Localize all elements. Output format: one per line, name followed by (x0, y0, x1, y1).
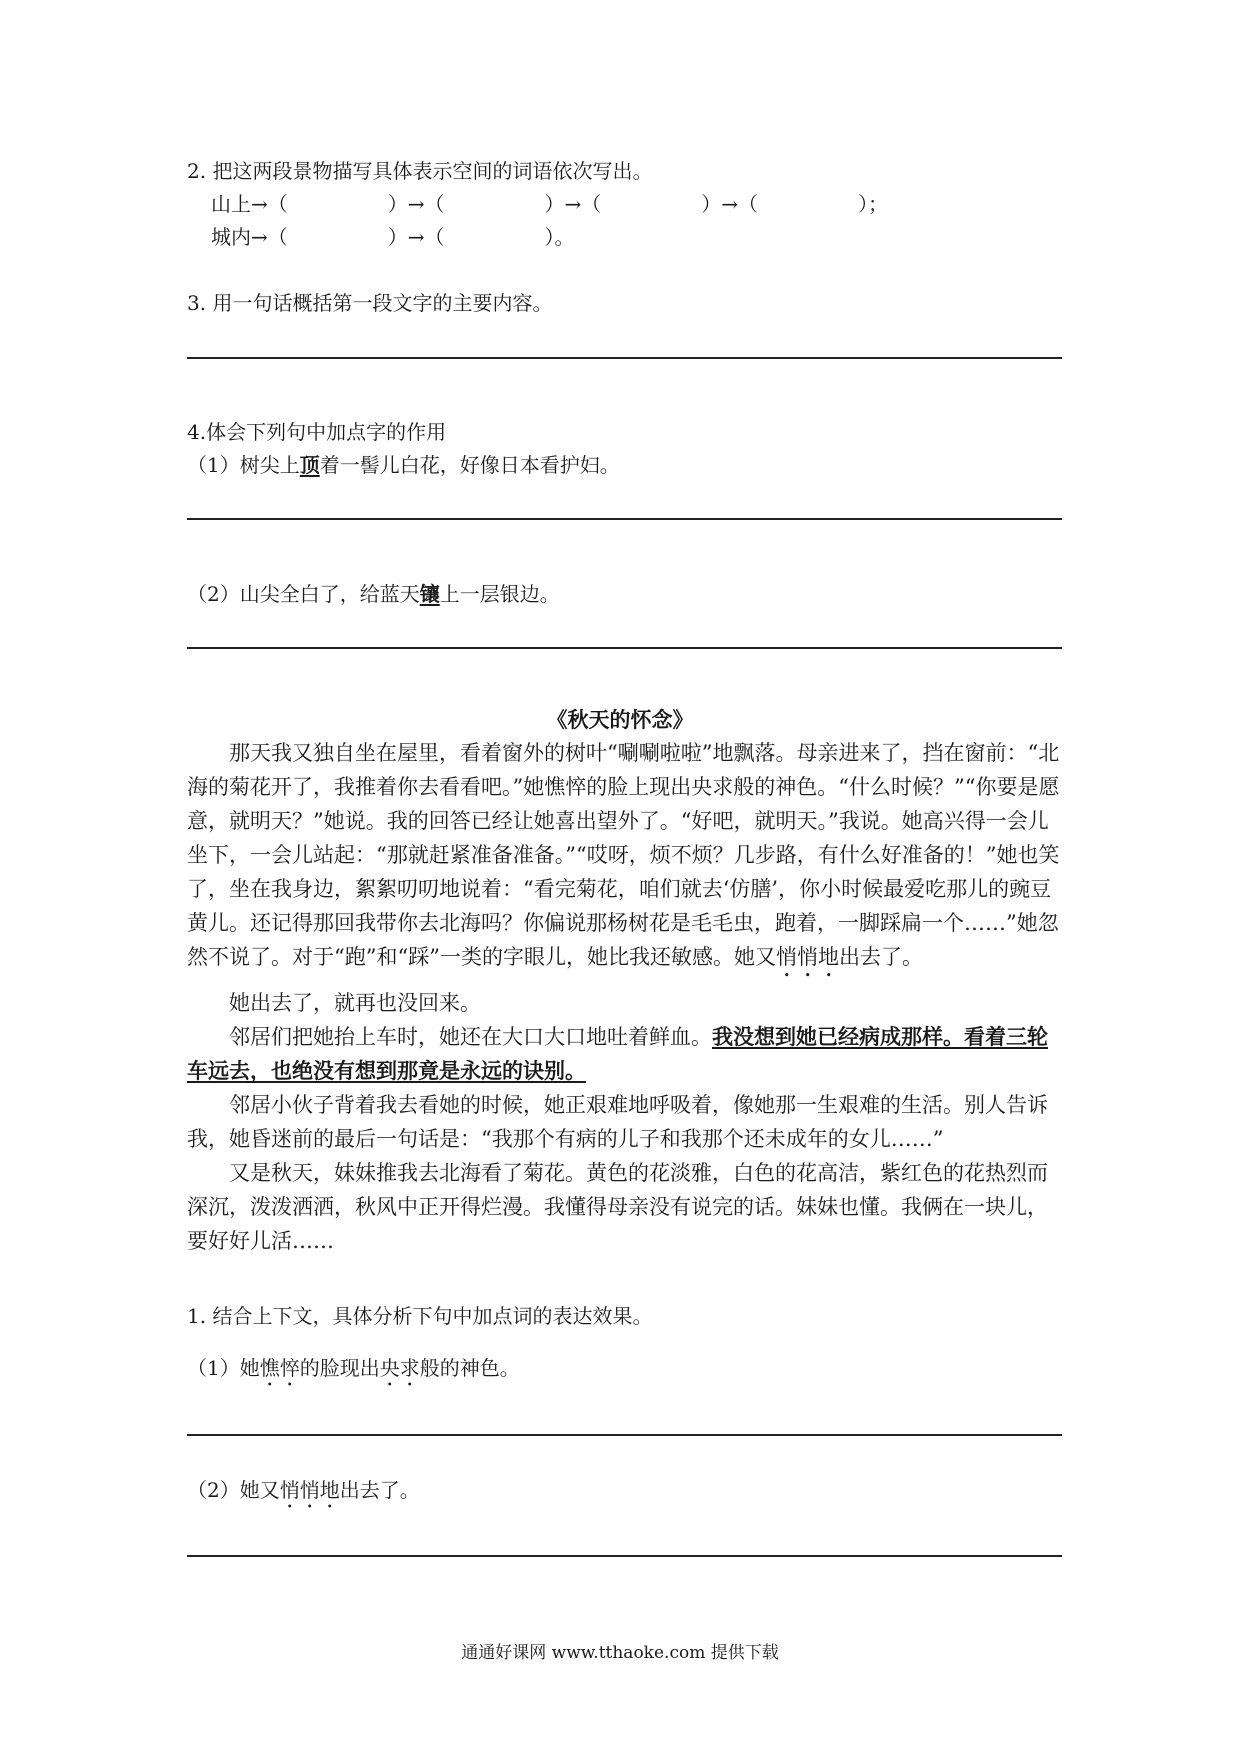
q4-s2-after: 上一层银边。 (439, 582, 560, 606)
p1-dotted-word: 悄悄地 (775, 945, 839, 969)
question-2: 2. 把这两段景物描写具体表示空间的词语依次写出。 (187, 159, 653, 183)
s2-dotted-word: 悄悄地 (279, 1478, 340, 1502)
q4-sentence-2 (187, 578, 560, 607)
q4-s2-key: 镶 (419, 582, 440, 606)
analysis-sentence-1 (187, 1352, 520, 1391)
s1-text-b: 的脸现出 (299, 1356, 380, 1380)
passage-title: 《秋天的怀念》 (546, 707, 694, 732)
passage-paragraph-4: 邻居小伙子背着我去看她的时候，她正艰难地呼吸着，像她那一生艰难的生活。别人告诉我，她昏迷前的最后一句话是：“我那个有病的儿子和我那个还未成年的女儿……” (187, 1093, 1048, 1151)
q4-s1-before: （1）树尖上 (187, 453, 300, 477)
s2-text-a: （2）她又 (187, 1478, 280, 1502)
passage-paragraph-3 (187, 1020, 1062, 1088)
passage-paragraph-1 (187, 736, 1062, 982)
s1-dotted-word-2: 央求 (379, 1356, 420, 1380)
q4-sentence-1 (187, 449, 620, 478)
passage-body (187, 736, 1062, 1258)
p3-bold-sentence: 我没想到她已经病成那样。看着三轮车远去，也绝没有想到那竟是永远的诀别。 (187, 1024, 1048, 1083)
passage-paragraph-5: 又是秋天，妹妹推我去北海看了菊花。黄色的花淡雅，白色的花高洁，紫红色的花热烈而深沉，泼泼洒洒，秋风中正开得烂漫。我懂得母亲没有说完的话。妹妹也懂。我俩在一块儿，要好好儿活…… (187, 1161, 1048, 1253)
p1-text-end: 出去了。 (838, 945, 923, 969)
question-3: 3. 用一句话概括第一段文字的主要内容。 (187, 291, 553, 315)
q4-s2-before: （2）山尖全白了，给蓝天 (187, 582, 420, 606)
p3-text: 邻居们把她抬上车时，她还在大口大口地吐着鲜血。 (229, 1025, 712, 1049)
q4-s1-after: 着一髻儿白花，好像日本看护妇。 (319, 453, 620, 477)
answer-rule-q3 (187, 357, 1062, 359)
answer-rule-q4-1 (187, 518, 1062, 520)
s1-dotted-word-1: 憔悴 (259, 1356, 300, 1380)
p1-text: 那天我又独自坐在屋里，看着窗外的树叶“唰唰啦啦”地飘落。母亲进来了，挡在窗前：“北海的菊花开了，我推着你去看看吧。”她憔悴的脸上现出央求般的神色。“什么时候？”“你要是愿意，就明天？”她说。我的回答已经让她喜出望外了。“好吧，就明天。”我说。她高兴得一会儿坐下，一会儿站起：“那就赶紧准备准备。”“哎呀，烦不烦？几步路，有什么好准备的！”她也笑了，坐在我身边，絮絮叨叨地说着：“看完菊花，咱们就去‘仿膳’，你小时候最爱吃那儿的豌豆黄儿。还记得那回我带你去北海吗？你偏说那杨树花是毛毛虫，跑着，一脚踩扁一个……”她忽然不说了。对于“跑”和“踩”一类的字眼儿，她比我还敏感。她又 (187, 741, 1060, 969)
answer-rule-s1 (187, 1434, 1062, 1436)
answer-line-mountain: 山上→（ ）→（ ）→（ ）→（ ）； (211, 192, 889, 216)
passage-paragraph-2: 她出去了，就再也没回来。 (229, 991, 481, 1015)
s2-text-b: 出去了。 (339, 1478, 420, 1502)
answer-rule-q4-2 (187, 647, 1062, 649)
page-footer: 通通好课网 www.tthaoke.com 提供下载 (461, 1643, 779, 1663)
q4-s1-key: 顶 (299, 453, 320, 477)
analysis-sentence-2 (187, 1474, 420, 1513)
question-4: 4.体会下列句中加点字的作用 (187, 420, 447, 444)
question-1-analysis: 1. 结合上下文，具体分析下句中加点词的表达效果。 (187, 1304, 653, 1328)
answer-line-city: 城内→（ ）→（ ）。 (211, 225, 575, 249)
s1-text-a: （1）她 (187, 1356, 260, 1380)
s1-text-c: 般的神色。 (419, 1356, 520, 1380)
answer-rule-s2 (187, 1555, 1062, 1557)
